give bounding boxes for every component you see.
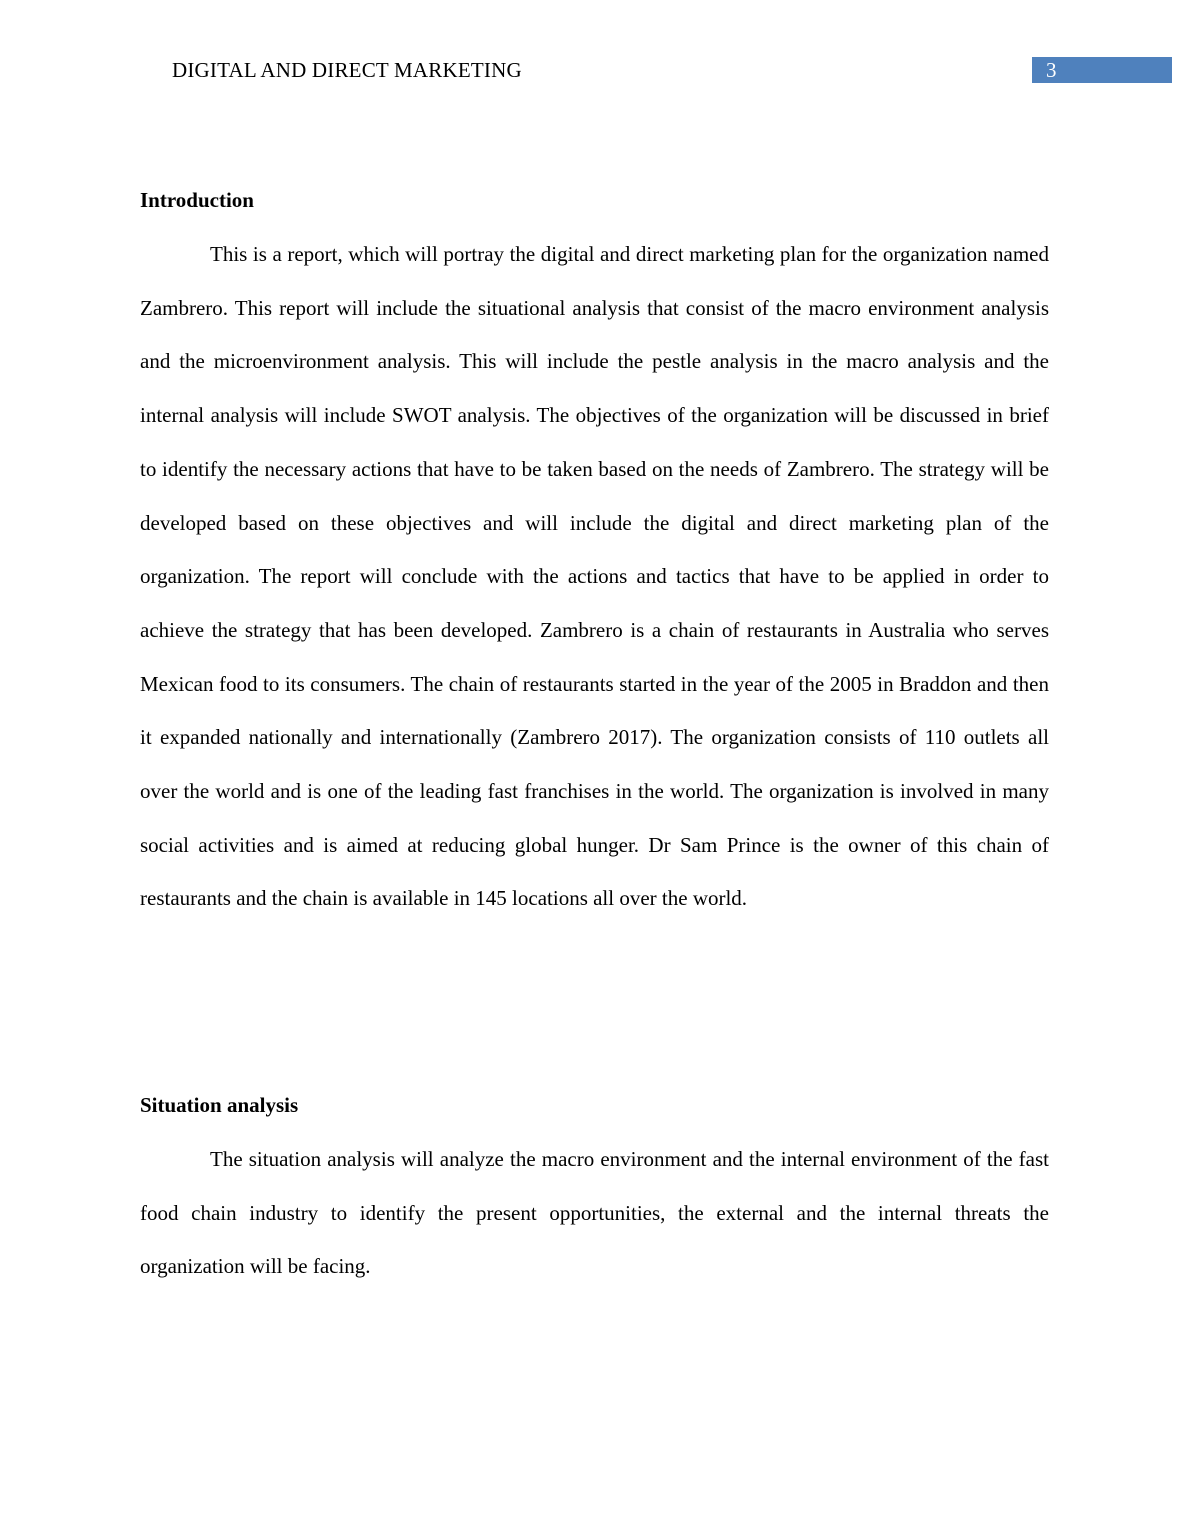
- introduction-paragraph: This is a report, which will portray the digital and direct marketing plan for the organization named Zambrero. This report will include the situational analysis that consist of the macro environment analysis and the microenvironment analysis. This will include the pestle analysis in the macro analysis and the internal analysis will include SWOT analysis. The objectives of the organization will be discussed in brief to identify the necessary actions that have to be taken based on the needs of Zambrero. The strategy will be developed based on these objectives and will include the digital and direct marketing plan of the organization. The report will conclude with the actions and tactics that have to be applied in order to achieve the strategy that has been developed. Zambrero is a chain of restaurants in Australia who serves Mexican food to its consumers. The chain of restaurants started in the year of the 2005 in Braddon and then it expanded nationally and internationally (Zambrero 2017). The organization consists of 110 outlets all over the world and is one of the leading fast franchises in the world. The organization is involved in many social activities and is aimed at reducing global hunger. Dr Sam Prince is the owner of this chain of restaurants and the chain is available in 145 locations all over the world.: [140, 242, 1049, 911]
- page-number: 3: [1046, 58, 1057, 82]
- section-heading-introduction: Introduction: [140, 188, 254, 212]
- situation-analysis-paragraph: The situation analysis will analyze the macro environment and the internal environment of the fast food chain industry to identify the present opportunities, the external and the internal threats the organization will be facing.: [140, 1147, 1049, 1279]
- page-number-box: [1032, 57, 1172, 83]
- running-head: DIGITAL AND DIRECT MARKETING: [172, 58, 522, 82]
- section-heading-situation-analysis: Situation analysis: [140, 1093, 299, 1117]
